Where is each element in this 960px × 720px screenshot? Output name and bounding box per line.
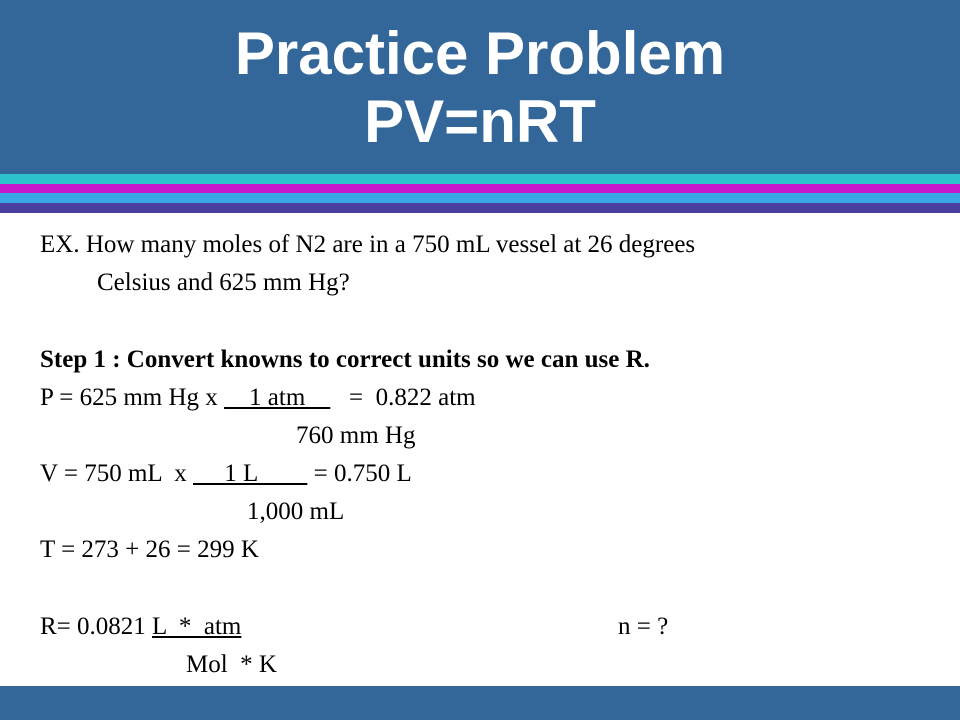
pressure-result: = 0.822 atm	[330, 384, 476, 411]
accent-stripe-magenta	[0, 184, 960, 193]
problem-statement-line-2: Celsius and 625 mm Hg?	[97, 269, 350, 296]
volume-result: = 0.750 L	[307, 460, 412, 487]
volume-denominator: 1,000 mL	[247, 498, 345, 525]
accent-stripe-sky	[0, 193, 960, 203]
pressure-denominator: 760 mm Hg	[296, 422, 416, 449]
unknown-moles: n = ?	[618, 613, 669, 640]
step-1-heading: Step 1 : Convert knowns to correct units so we can use R.	[40, 346, 650, 373]
temperature-conversion: T = 273 + 26 = 299 K	[40, 536, 259, 563]
volume-conversion	[40, 459, 412, 489]
slide-title	[0, 20, 960, 156]
accent-stripe-cyan	[0, 174, 960, 184]
problem-statement-line-1: EX. How many moles of N2 are in a 750 mL vessel at 26 degrees	[40, 231, 696, 258]
pressure-numerator: 1 atm	[224, 384, 331, 411]
gas-constant-denominator: Mol * K	[186, 651, 277, 678]
slide-title-line-1: Practice Problem	[234, 20, 726, 87]
title-banner	[0, 0, 960, 174]
footer-bar	[0, 686, 960, 720]
gas-constant-numerator: L * atm	[152, 613, 242, 640]
accent-stripe-indigo	[0, 203, 960, 213]
volume-prefix: V = 750 mL x	[40, 460, 193, 487]
gas-constant-prefix: R= 0.0821	[40, 613, 153, 640]
gas-constant	[40, 612, 241, 642]
pressure-conversion	[40, 383, 476, 413]
pressure-prefix: P = 625 mm Hg x	[40, 384, 225, 411]
slide-title-line-2: PV=nRT	[364, 88, 596, 155]
volume-numerator: 1 L	[193, 460, 308, 487]
